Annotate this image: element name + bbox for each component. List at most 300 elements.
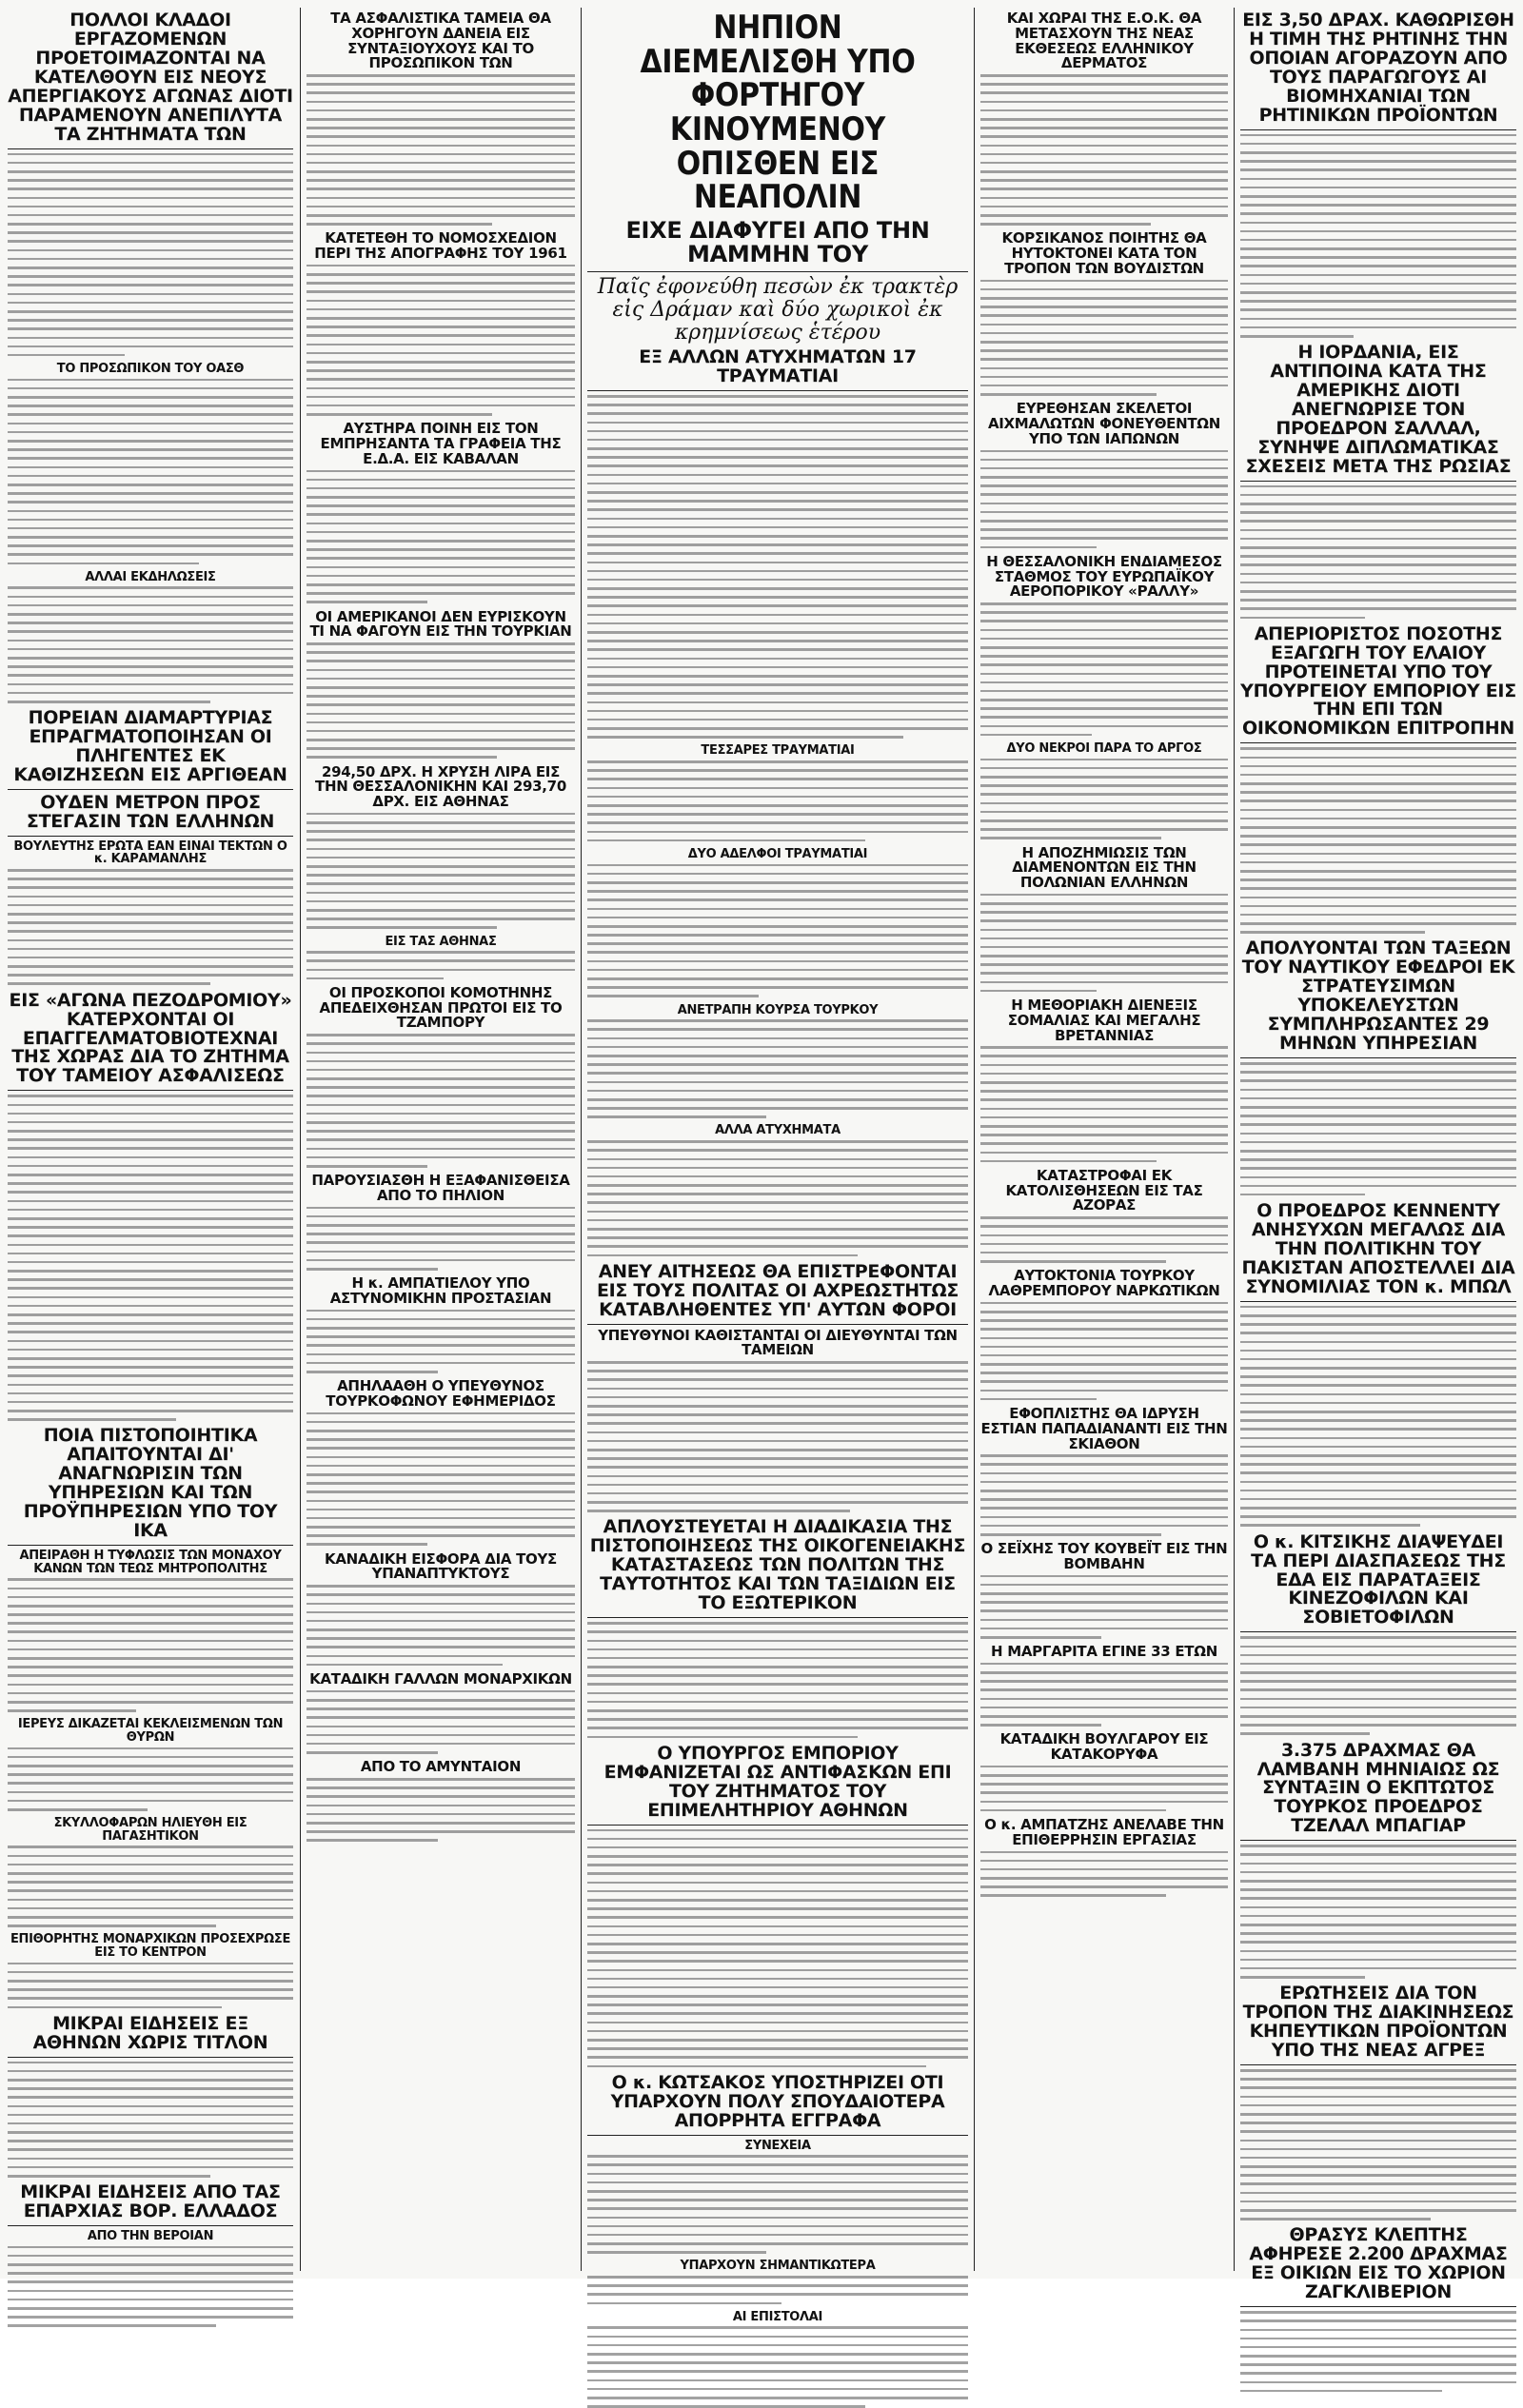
- text-line: [8, 1209, 293, 1212]
- text-line: [8, 630, 293, 633]
- headline-rule: [1240, 129, 1516, 130]
- text-line: [307, 1526, 575, 1529]
- text-line: [307, 1215, 575, 1218]
- text-line: [8, 413, 293, 416]
- article-headline: ΜΙΚΡΑΙ ΕΙΔΗΣΕΙΣ ΑΠΟ ΤΑΣ ΕΠΑΡΧΙΑΣ ΒΟΡ. ΕΛΛΑΔΟΣ: [20, 2181, 281, 2222]
- text-line: [980, 972, 1228, 975]
- article-headline: ΑΠΕΡΙΟΡΙΣΤΟΣ ΠΟΣΟΤΗΣ ΕΞΑΓΩΓΗ ΤΟΥ ΕΛΑΙΟΥ ΠΡΟΤΕΙΝΕΤΑΙ ΥΠΟ ΤΟΥ ΥΠΟΥΡΓΕΙΟΥ ΕΜΠΟΡΙΟΥ ΕΙΣ ΤΗΝ ΕΠΙ ΤΩΝ ΟΙΚΟΝΟΜΙΚΩΝ ΕΠΙΤΡΟΠΗΝ: [1240, 622, 1516, 740]
- text-line: [1240, 1490, 1516, 1492]
- text-line: [8, 2062, 293, 2064]
- text-line: [8, 563, 199, 565]
- text-line: [980, 929, 1228, 932]
- text-line: [980, 1868, 1228, 1871]
- text-line: [307, 1318, 575, 1321]
- text-line: [8, 604, 293, 607]
- text-line: [1240, 2372, 1516, 2375]
- text-line: [8, 1971, 293, 1974]
- text-line: [587, 1960, 968, 1963]
- text-line: [587, 1396, 968, 1399]
- text-line: [307, 387, 575, 390]
- text-line: [587, 2336, 968, 2339]
- text-line: [980, 1311, 1228, 1313]
- text-line: [1240, 1715, 1516, 1718]
- text-line: [587, 412, 968, 415]
- text-line: [8, 1401, 293, 1404]
- text-line: [8, 405, 293, 407]
- text-line: [8, 1666, 293, 1668]
- text-line: [980, 1064, 1228, 1067]
- text-line: [8, 1244, 293, 1247]
- text-line: [587, 1475, 968, 1478]
- column-rule: [300, 8, 301, 2271]
- text-line: [980, 990, 1097, 993]
- article-body-text: [8, 586, 293, 702]
- text-line: [307, 713, 575, 716]
- article-headline: Ο κ. ΑΜΠΑΤΖΗΣ ΑΝΕΛΑΒΕ ΤΗΝ ΕΠΙΘΕΡΡΗΣΙΝ ΕΡΓΑΣΙΑΣ: [984, 1816, 1224, 1848]
- text-line: [8, 1756, 293, 1759]
- text-line: [307, 308, 575, 311]
- text-line: [307, 678, 575, 681]
- text-line: [980, 135, 1228, 138]
- article-headline: Ο κ. ΚΩΤΣΑΚΟΣ ΥΠΟΣΤΗΡΙΖΕΙ ΟΤΙ ΥΠΑΡΧΟΥΝ ΠΟΛΥ ΣΠΟΥΔΑΙΟΤΕΡΑ ΑΠΟΡΡΗΤΑ ΕΓΓΡΑΦΑ: [610, 2071, 945, 2131]
- text-line: [8, 1156, 293, 1159]
- text-line: [8, 896, 293, 898]
- text-line: [1240, 222, 1516, 225]
- text-line: [980, 511, 1228, 514]
- text-line: [1240, 1358, 1516, 1361]
- text-line: [1240, 782, 1516, 785]
- text-line: [587, 951, 968, 954]
- text-line: [587, 683, 968, 686]
- text-line: [8, 1340, 293, 1343]
- text-line: [8, 921, 293, 924]
- text-line: [587, 1090, 968, 1093]
- article-body-text: [307, 74, 575, 226]
- text-line: [587, 2326, 968, 2329]
- text-line: [8, 869, 293, 872]
- text-line: [8, 536, 293, 539]
- text-line: [587, 2344, 968, 2347]
- text-line: [587, 1969, 968, 1972]
- article-headline: ΑΠΟΛΥΟΝΤΑΙ ΤΩΝ ΤΑΞΕΩΝ ΤΟΥ ΝΑΥΤΙΚΟΥ ΕΦΕΔΡΟΙ ΕΚ ΣΤΡΑΤΕΥΣΙΜΩΝ ΥΠΟΚΕΛΕΥΣΤΩΝ ΣΥΜΠΛΗΡΩΣΑΝΤΕΣ 29 ΜΗΝΩΝ ΥΠΗΡΕΣΙΑΝ: [1241, 938, 1515, 1055]
- text-line: [8, 1392, 293, 1395]
- text-line: [587, 508, 968, 511]
- text-line: [980, 802, 1228, 805]
- text-line: [8, 519, 293, 522]
- text-line: [980, 288, 1228, 291]
- text-line: [8, 1313, 293, 1316]
- text-line: [1240, 1446, 1516, 1449]
- text-line: [8, 544, 293, 547]
- column-rule: [1234, 8, 1235, 2271]
- text-line: [307, 496, 575, 499]
- text-line: [307, 1690, 575, 1693]
- text-line: [1240, 2390, 1442, 2393]
- text-line: [980, 206, 1228, 208]
- text-line: [980, 1098, 1228, 1101]
- text-line: [1240, 931, 1425, 934]
- text-line: [307, 135, 575, 138]
- text-line: [1240, 1393, 1516, 1396]
- text-line: [8, 965, 293, 968]
- text-line: [587, 2056, 968, 2059]
- text-line: [8, 1845, 293, 1848]
- text-line: [8, 1864, 293, 1866]
- text-line: [8, 904, 293, 907]
- article-body-text: [307, 1207, 575, 1271]
- text-line: [587, 2234, 968, 2237]
- text-line: [587, 570, 968, 573]
- text-line: [980, 707, 1228, 710]
- text-line: [8, 1640, 293, 1643]
- text-line: [980, 1243, 1228, 1246]
- text-line: [307, 865, 575, 868]
- text-line: [1240, 494, 1516, 497]
- article-headline: ΑΛΛΑ ΑΤΥΧΗΜΑΤΑ: [715, 1123, 841, 1138]
- text-line: [980, 1619, 1228, 1622]
- text-line: [307, 909, 575, 912]
- text-line: [8, 1200, 293, 1203]
- text-line: [307, 813, 575, 816]
- text-line: [587, 1245, 968, 1248]
- text-line: [587, 1630, 968, 1633]
- text-line: [307, 470, 575, 473]
- text-line: [1240, 520, 1516, 523]
- text-line: [587, 986, 968, 989]
- text-line: [307, 479, 575, 482]
- text-line: [8, 448, 293, 451]
- text-line: [587, 2003, 968, 2006]
- article-body-text: [1240, 2311, 1516, 2392]
- text-line: [307, 153, 575, 156]
- text-line: [980, 484, 1228, 487]
- text-line: [8, 1963, 293, 1965]
- text-line: [307, 1778, 575, 1781]
- article-headline: Η ΑΠΟΖΗΜΙΩΣΙΣ ΤΩΝ ΔΙΑΜΕΝΟΝΤΩΝ ΕΙΣ ΤΗΝ ΠΟΛΩΝΙΑΝ ΕΛΛΗΝΩΝ: [1012, 843, 1197, 892]
- text-line: [307, 1362, 575, 1365]
- text-line: [1240, 1314, 1516, 1317]
- text-line: [587, 1846, 968, 1849]
- text-line: [307, 1327, 575, 1330]
- text-line: [980, 1225, 1228, 1228]
- text-line: [980, 1354, 1228, 1357]
- article-body-text: [1240, 485, 1516, 619]
- text-line: [980, 690, 1228, 693]
- text-line: [980, 493, 1228, 496]
- article-body-text: [8, 1095, 293, 1421]
- article-body-text: [587, 2326, 968, 2407]
- text-line: [8, 293, 293, 296]
- text-line: [8, 484, 293, 486]
- text-line: [307, 1207, 575, 1210]
- text-line: [587, 881, 968, 884]
- text-line: [1240, 1976, 1365, 1979]
- text-line: [1240, 168, 1516, 171]
- text-line: [587, 518, 968, 521]
- text-line: [8, 1899, 293, 1902]
- article-headline: ΑΠΟ ΤΟ ΑΜΥΝΤΑΙΟΝ: [360, 1758, 522, 1776]
- article-headline: ΕΠΙΘΟΡΗΤΗΣ ΜΟΝΑΡΧΙΚΩΝ ΠΡΟΣΕΧΡΩΣΕ ΕΙΣ ΤΟ ΚΕΝΤΡΟΝ: [10, 1932, 291, 1960]
- text-line: [8, 2175, 210, 2178]
- text-line: [980, 1851, 1228, 1854]
- text-line: [587, 483, 968, 485]
- text-line: [980, 1724, 1101, 1727]
- article-headline: ΔΥΟ ΑΔΕΛΦΟΙ ΤΡΑΥΜΑΤΙΑΙ: [687, 846, 868, 861]
- text-line: [980, 1715, 1228, 1718]
- text-line: [307, 352, 575, 355]
- headline-rule: [587, 390, 968, 391]
- text-line: [307, 566, 575, 569]
- text-line: [307, 1603, 575, 1606]
- column-5: [1240, 8, 1516, 2303]
- text-line: [1240, 2311, 1516, 2314]
- text-line: [980, 393, 1157, 396]
- text-line: [980, 1490, 1228, 1492]
- text-line: [1240, 308, 1516, 311]
- article-headline: ΑΥΣΤΗΡΑ ΠΟΙΝΗ ΕΙΣ ΤΟΝ ΕΜΠΡΗΣΑΝΤΑ ΤΑ ΓΡΑΦΕΙΑ ΤΗΣ Ε.Δ.Α. ΕΙΣ ΚΑΒΑΛΑΝ: [320, 420, 562, 467]
- text-line: [980, 837, 1161, 839]
- text-line: [8, 1270, 293, 1273]
- article-body-text: [587, 1019, 968, 1118]
- text-line: [980, 673, 1228, 676]
- text-line: [587, 430, 968, 433]
- text-line: [8, 1808, 148, 1811]
- text-line: [980, 376, 1228, 379]
- text-line: [1240, 1384, 1516, 1387]
- article-body-text: [307, 1412, 575, 1546]
- text-line: [980, 1472, 1228, 1475]
- text-line: [1240, 187, 1516, 189]
- text-line: [8, 2324, 216, 2327]
- text-line: [307, 601, 427, 603]
- text-line: [307, 179, 575, 182]
- text-line: [980, 638, 1228, 641]
- text-line: [980, 188, 1228, 190]
- text-line: [307, 1430, 575, 1432]
- text-line: [8, 596, 293, 599]
- text-line: [1240, 1079, 1516, 1082]
- text-line: [587, 1492, 968, 1495]
- text-line: [8, 1765, 293, 1767]
- text-line: [980, 520, 1228, 523]
- text-line: [307, 378, 575, 381]
- text-line: [980, 459, 1228, 462]
- text-line: [8, 1296, 293, 1299]
- text-line: [8, 1113, 293, 1115]
- article-body-text: [980, 1851, 1228, 1898]
- text-line: [980, 367, 1228, 370]
- text-line: [8, 379, 293, 382]
- text-line: [307, 1353, 575, 1356]
- text-line: [587, 648, 968, 651]
- text-line: [980, 1877, 1228, 1880]
- text-line: [587, 640, 968, 642]
- text-line: [307, 1655, 575, 1658]
- headline-rule: [8, 2057, 293, 2058]
- headline-rule: [8, 148, 293, 149]
- text-line: [980, 1481, 1228, 1484]
- text-line: [980, 528, 1228, 531]
- text-line: [587, 2302, 781, 2305]
- text-line: [980, 1707, 1228, 1709]
- text-line: [1240, 897, 1516, 899]
- article-headline: ΕΥΡΕΘΗΣΑΝ ΣΚΕΛΕΤΟΙ ΑΙΧΜΑΛΩΤΩΝ ΦΟΝΕΥΘΕΝΤΩΝ ΥΠΟ ΤΩΝ ΙΑΠΩΝΩΝ: [987, 400, 1221, 447]
- text-line: [1240, 2078, 1516, 2081]
- text-line: [587, 439, 968, 442]
- text-line: [587, 552, 968, 555]
- text-line: [980, 467, 1228, 470]
- article-body-text: [980, 894, 1228, 993]
- text-line: [1240, 1680, 1516, 1683]
- text-line: [980, 902, 1228, 905]
- text-line: [8, 886, 293, 889]
- text-line: [587, 2039, 968, 2042]
- text-line: [307, 83, 575, 86]
- text-line: [587, 1640, 968, 1643]
- article-body-text: [8, 1747, 293, 1811]
- text-line: [8, 527, 293, 530]
- text-line: [587, 562, 968, 564]
- text-line: [980, 1533, 1161, 1536]
- text-line: [307, 1148, 575, 1151]
- text-line: [980, 1252, 1228, 1254]
- text-line: [980, 938, 1228, 940]
- text-line: [1240, 2122, 1516, 2124]
- text-line: [1240, 1507, 1516, 1510]
- text-line: [307, 1310, 575, 1313]
- text-line: [587, 925, 968, 928]
- text-line: [980, 546, 1097, 549]
- article-body-text: [307, 1310, 575, 1373]
- text-line: [8, 1872, 293, 1875]
- article-body-text: [980, 602, 1228, 736]
- text-line: [307, 127, 575, 129]
- text-line: [8, 423, 293, 425]
- text-line: [8, 1278, 293, 1281]
- text-line: [307, 290, 575, 293]
- text-line: [1240, 511, 1516, 514]
- text-line: [587, 908, 968, 911]
- text-line: [8, 1630, 293, 1633]
- text-line: [980, 118, 1228, 121]
- text-line: [307, 405, 575, 407]
- text-line: [8, 1701, 293, 1704]
- text-line: [980, 1346, 1228, 1349]
- text-line: [587, 2379, 968, 2382]
- text-line: [307, 642, 575, 645]
- text-line: [307, 1344, 575, 1347]
- text-line: [1240, 1463, 1516, 1466]
- text-line: [587, 2217, 968, 2220]
- text-line: [1240, 818, 1516, 820]
- text-line: [980, 1688, 1228, 1691]
- text-line: [8, 510, 293, 513]
- text-line: [1240, 1897, 1516, 1900]
- text-line: [980, 197, 1228, 200]
- text-line: [307, 669, 575, 672]
- text-line: [980, 611, 1228, 614]
- text-line: [8, 957, 293, 959]
- text-line: [8, 457, 293, 460]
- text-line: [8, 1331, 293, 1333]
- text-line: [307, 1241, 575, 1244]
- text-line: [587, 796, 968, 799]
- text-line: [1240, 757, 1516, 760]
- text-line: [307, 1509, 575, 1511]
- text-line: [587, 1855, 968, 1858]
- text-line: [980, 819, 1228, 822]
- text-line: [8, 2070, 293, 2073]
- article-headline: Η ΜΕΘΟΡΙΑΚΗ ΔΙΕΝΕΞΙΣ ΣΟΜΑΛΙΑΣ ΚΑΙ ΜΕΓΑΛΗΣ ΒΡΕΤΑΝΝΙΑΣ: [1007, 997, 1201, 1044]
- text-line: [307, 1734, 575, 1737]
- text-line: [307, 504, 575, 507]
- text-line: [8, 387, 293, 390]
- text-line: [8, 1988, 293, 1991]
- text-line: [587, 1683, 968, 1686]
- text-line: [1240, 1332, 1516, 1334]
- text-line: [980, 1636, 1101, 1639]
- text-line: [587, 2284, 968, 2287]
- text-line: [980, 280, 1228, 283]
- text-line: [8, 231, 293, 234]
- article-headline: Η ΙΟΡΔΑΝΙΑ, ΕΙΣ ΑΝΤΙΠΟΙΝΑ ΚΑΤΑ ΤΗΣ ΑΜΕΡΙΚΗΣ ΔΙΟΤΙ ΑΝΕΓΝΩΡΙΣΕ ΤΟΝ ΠΡΟΕΔΡΟΝ ΣΑΛΛΑΛ, ΣΥΝΗΨΕ ΔΙΠΛΩΜΑΤΙΚΑΣ ΣΧΕΣΕΙΣ ΜΕΤΑ ΤΗΣ ΡΩΣΙΑΣ: [1245, 342, 1512, 477]
- text-line: [1240, 1133, 1516, 1135]
- text-line: [980, 127, 1228, 129]
- article-headline: ΠΟΡΕΙΑΝ ΔΙΑΜΑΡΤΥΡΙΑΣ ΕΠΡΑΓΜΑΤΟΠΟΙΗΣΑΝ ΟΙ ΠΛΗΓΕΝΤΕΣ ΕΚ ΚΑΘΙΖΗΣΕΩΝ ΕΙΣ ΑΡΓΙΘΕΑΝ: [13, 707, 287, 785]
- text-line: [587, 1028, 968, 1031]
- text-line: [980, 1390, 1228, 1392]
- text-line: [1240, 1123, 1516, 1126]
- text-line: [980, 223, 1151, 226]
- article-headline: ΚΑΤΑΔΙΚΗ ΒΟΥΛΓΑΡΟΥ ΕΙΣ ΚΑΤΑΚΟΡΥΦΑ: [999, 1730, 1209, 1764]
- text-line: [1240, 1845, 1516, 1847]
- text-line: [587, 977, 968, 980]
- text-line: [8, 1418, 176, 1421]
- text-line: [980, 1073, 1228, 1076]
- text-line: [1240, 607, 1516, 610]
- text-line: [980, 776, 1228, 779]
- text-line: [1240, 1688, 1516, 1691]
- text-line: [307, 334, 575, 337]
- text-line: [8, 396, 293, 399]
- text-line: [587, 1701, 968, 1704]
- text-line: [587, 1727, 968, 1729]
- text-line: [980, 170, 1228, 173]
- text-line: [1240, 809, 1516, 812]
- text-line: [8, 1095, 293, 1097]
- text-line: [1240, 283, 1516, 286]
- text-line: [1240, 2201, 1516, 2203]
- text-line: [587, 727, 968, 730]
- text-line: [8, 197, 293, 200]
- article-body-text: [307, 265, 575, 416]
- text-line: [307, 1447, 575, 1450]
- text-line: [8, 1578, 293, 1581]
- text-line: [1240, 2069, 1516, 2072]
- text-line: [980, 1055, 1228, 1057]
- text-line: [307, 1104, 575, 1107]
- article-headline: ΟΙ ΑΜΕΡΙΚΑΝΟΙ ΔΕΝ ΕΥΡΙΣΚΟΥΝ ΤΙ ΝΑ ΦΑΓΟΥΝ ΕΙΣ ΤΗΝ ΤΟΥΡΚΙΑΝ: [309, 607, 572, 641]
- text-line: [8, 622, 293, 624]
- text-line: [8, 1782, 293, 1785]
- text-line: [8, 1674, 293, 1677]
- text-line: [8, 1374, 293, 1377]
- text-line: [8, 275, 293, 278]
- article-body-text: [587, 760, 968, 841]
- text-line: [1240, 599, 1516, 602]
- text-line: [980, 1601, 1228, 1604]
- text-line: [1240, 617, 1365, 620]
